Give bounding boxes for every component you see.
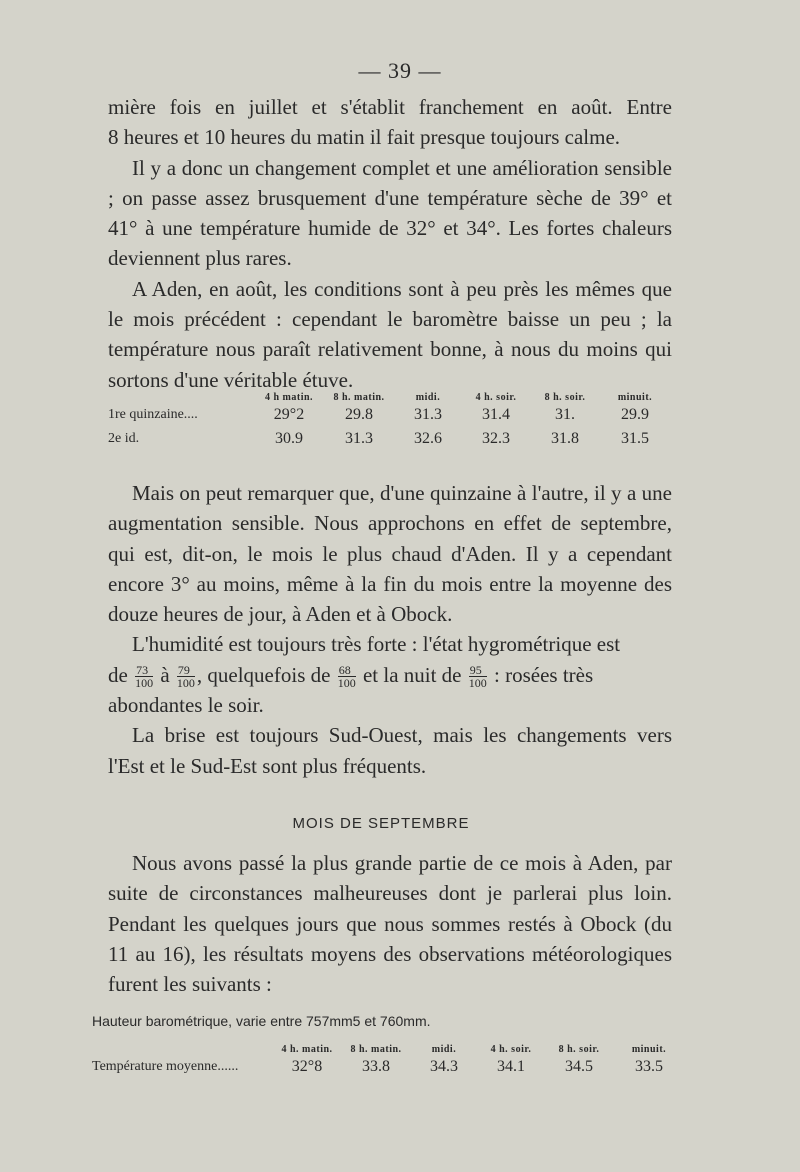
column-header: 8 h. soir. xyxy=(544,392,586,403)
text-fragment: et la nuit de xyxy=(362,662,462,687)
row-label: Température moyenne...... xyxy=(92,1059,239,1074)
column-header: 4 h. soir. xyxy=(475,392,517,403)
fraction xyxy=(469,664,487,689)
humidity-fractions-line xyxy=(108,660,672,690)
paragraph: Il y a donc un changement complet et une amélioration sensible ; on passe assez brusquement d'une température sèche de 39° et 41° à une température humide de 32° et 34°. Les fortes chaleurs deviennent plus rares. xyxy=(108,155,672,271)
row-label: 1re quinzaine.... xyxy=(108,407,198,422)
table-cell: 32.6 xyxy=(414,430,442,447)
fraction xyxy=(177,664,195,689)
column-header: minuit. xyxy=(631,1044,667,1055)
fraction-denominator: 100 xyxy=(468,676,487,691)
column-header: 8 h. soir. xyxy=(558,1044,600,1055)
section-heading: MOIS DE SEPTEMBRE xyxy=(292,815,470,832)
table-cell: 31.8 xyxy=(551,430,579,447)
fraction-numerator: 79 xyxy=(177,664,195,677)
paragraph: A Aden, en août, les conditions sont à peu près les mêmes que le mois précédent : cependant le baromètre baisse un peu ; la température nous paraît relativement bonne, à nous du moins qui sortons d'une véritable étuve. xyxy=(108,276,672,392)
fraction-denominator: 100 xyxy=(176,676,195,691)
column-header: midi. xyxy=(415,392,441,403)
fraction-numerator: 73 xyxy=(135,664,153,677)
table-cell: 29.8 xyxy=(345,406,373,423)
paragraph: Mais on peut remarquer que, d'une quinzaine à l'autre, il y a une augmentation sensible. Nous approchons en effet de septembre, qui est, dit-on, le mois le plus chaud d'Aden. Il y a cependant encore 3° au moins, même à la fin du mois entre la moyenne des douze heures de jour, à Aden et à Obock. xyxy=(108,481,672,627)
table-row xyxy=(108,403,670,427)
table-header-row xyxy=(92,1044,684,1055)
column-header: 4 h matin. xyxy=(264,392,314,403)
paragraph: La brise est toujours Sud-Ouest, mais les changements vers l'Est et le Sud-Est sont plus fréquents. xyxy=(108,723,672,778)
table-cell: 29.9 xyxy=(621,406,649,423)
table-cell: 33.8 xyxy=(362,1058,390,1075)
column-header: 4 h. matin. xyxy=(281,1044,333,1055)
temperature-table-september xyxy=(92,1044,684,1079)
text-line: L'humidité est toujours très forte : l'état hygrométrique est xyxy=(132,632,621,657)
table-cell: 31. xyxy=(555,406,575,423)
table-cell: 31.4 xyxy=(482,406,510,423)
column-header: 4 h. soir. xyxy=(490,1044,532,1055)
column-header: 8 h. matin. xyxy=(350,1044,402,1055)
table-cell: 31.3 xyxy=(414,406,442,423)
fraction-denominator: 100 xyxy=(337,676,356,691)
table-header-row xyxy=(108,392,670,403)
table-cell: 30.9 xyxy=(275,430,303,447)
fraction xyxy=(135,664,153,689)
section-1 xyxy=(108,92,672,395)
column-header: midi. xyxy=(431,1044,457,1055)
page-number: — 39 — xyxy=(358,58,442,83)
section-2 xyxy=(108,478,672,781)
table-cell: 33.5 xyxy=(635,1058,663,1075)
text-fragment: : rosées très xyxy=(494,662,594,687)
fraction-numerator: 95 xyxy=(469,664,487,677)
paragraph: Nous avons passé la plus grande partie de ce mois à Aden, par suite de circonstances malheureuses dont je parlerai plus loin. Pendant les quelques jours que nous sommes restés à Obock (du 11 au 16), les résultats moyens des observations météorologiques furent les suivants : xyxy=(108,851,672,997)
temperature-table-august xyxy=(108,392,670,451)
pressure-line: Hauteur barométrique, varie entre 757mm5 et 760mm. xyxy=(92,1013,431,1029)
text-fragment: à xyxy=(160,662,170,687)
text-fragment: , quelquefois de xyxy=(196,662,331,687)
fraction-numerator: 68 xyxy=(338,664,356,677)
table-cell: 34.1 xyxy=(497,1058,525,1075)
text-fragment: de xyxy=(108,662,128,687)
table-row xyxy=(108,427,670,451)
column-header: 8 h. matin. xyxy=(333,392,385,403)
fraction-denominator: 100 xyxy=(135,676,154,691)
row-label: 2e id. xyxy=(108,431,140,446)
table-row xyxy=(92,1055,684,1079)
fraction xyxy=(338,664,356,689)
text-line: 8 heures et 10 heures du matin il fait presque toujours calme. xyxy=(108,125,621,150)
table-cell: 34.3 xyxy=(430,1058,458,1075)
table-cell: 32°8 xyxy=(291,1058,323,1075)
table-cell: 29°2 xyxy=(273,406,305,423)
text-line: mière fois en juillet et s'établit franchement en août. Entre xyxy=(108,95,672,119)
column-header: minuit. xyxy=(617,392,653,403)
table-cell: 31.3 xyxy=(345,430,373,447)
table-cell: 32.3 xyxy=(482,430,510,447)
text-line: abondantes le soir. xyxy=(108,693,264,718)
table-cell: 31.5 xyxy=(621,430,649,447)
section-3 xyxy=(108,848,672,999)
table-cell: 34.5 xyxy=(565,1058,593,1075)
